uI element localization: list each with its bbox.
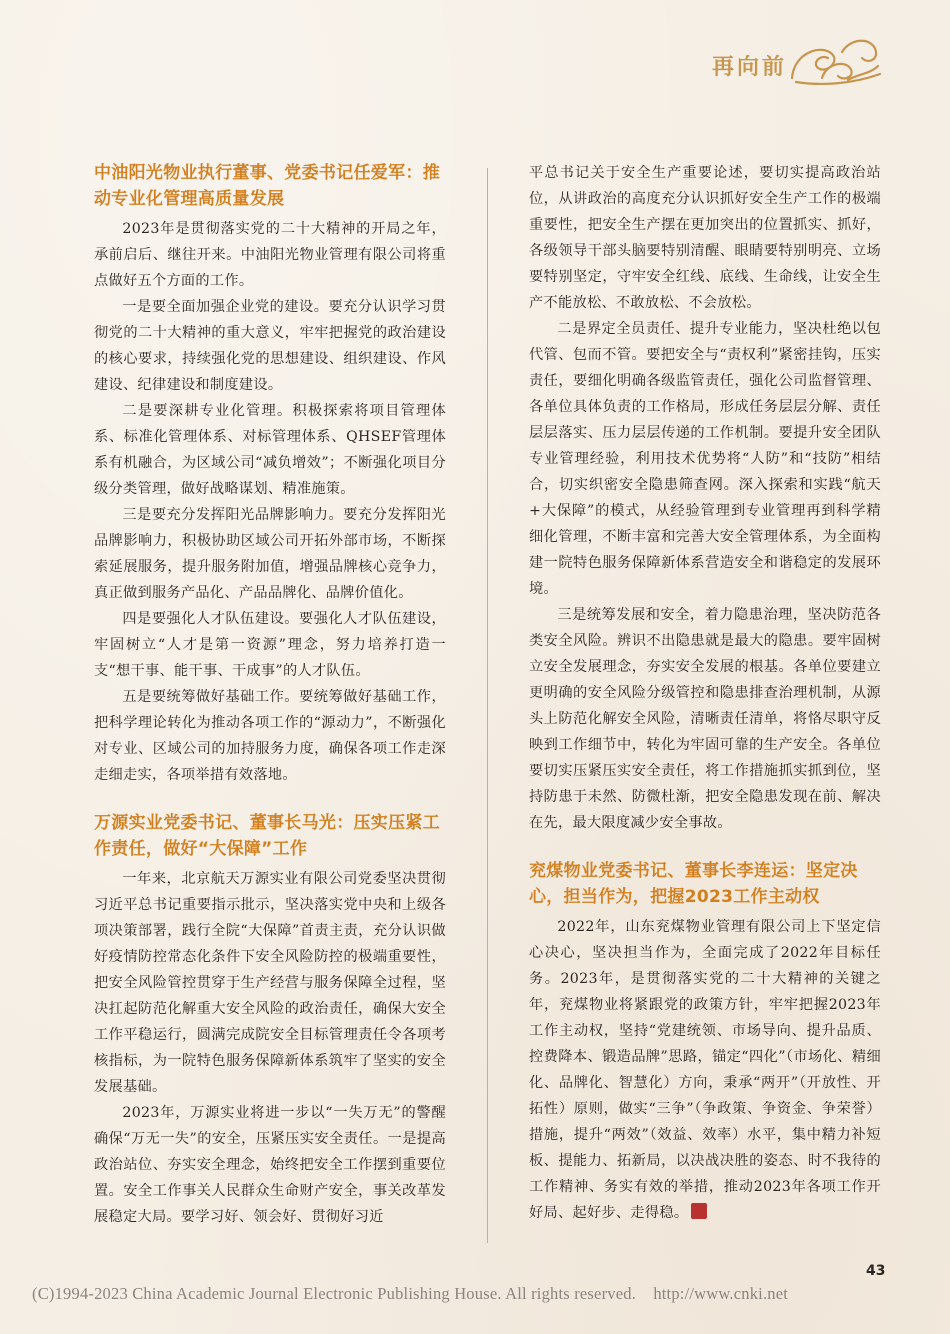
wave-swirl-icon [782,30,882,90]
left-column [94,160,446,1230]
end-of-article-mark-icon [691,1203,707,1219]
paragraph: 一是要全面加强企业党的建设。要充分认识学习贯彻党的二十大精神的重大意义，牢牢把握党的政治建设的核心要求，持续强化党的思想建设、组织建设、作风建设、纪律建设和制度建设。 [94,299,446,393]
section-title-li-lianyun: 兖煤物业党委书记、董事长李连运：坚定决心，担当作为，把握2023工作主动权 [529,861,858,907]
paragraph: 四是要强化人才队伍建设。要强化人才队伍建设，牢固树立“人才是第一资源”理念，努力培养打造一支“想干事、能干事、干成事”的人才队伍。 [94,611,446,679]
paragraph-final [529,914,881,1226]
paragraph: 二是要深耕专业化管理。积极探索将项目管理体系、标准化管理体系、对标管理体系、QHSEF管理体系有机融合，为区域公司“减负增效”；不断强化项目分级分类管理，做好战略谋划、精准施策。 [94,403,446,497]
copyright-notice: (C)1994-2023 China Academic Journal Electronic Publishing House. All rights reserved. http://www.cnki.net [32,1284,789,1303]
paragraph: 2023年是贯彻落实党的二十大精神的开局之年，承前启后、继往开来。中油阳光物业管理有限公司将重点做好五个方面的工作。 [94,221,446,289]
paragraph: 二是界定全员责任、提升专业能力，坚决杜绝以包代管、包而不管。要把安全与“责权利”紧密挂钩，压实责任，要细化明确各级监管责任，强化公司监督管理、各单位具体负责的工作格局，形成任务层层分解、责任层层落实、压力层层传递的工作机制。要提升安全团队专业管理经验，利用技术优势将“人防”和“技防”相结合，切实织密安全隐患筛查网。深入探索和实践“航天+大保障”的模式，从经验管理到专业管理再到科学精细化管理，不断丰富和完善大安全管理体系，为全面构建一院特色服务保障新体系营造安全和谐稳定的发展环境。 [529,321,881,597]
paragraph-continuation: 平总书记关于安全生产重要论述，要切实提高政治站位，从讲政治的高度充分认识抓好安全生产工作的极端重要性，把安全生产摆在更加突出的位置抓实、抓好，各级领导干部头脑要特别清醒、眼睛要特别明亮、立场要特别坚定，守牢安全红线、底线、生命线，让安全生产不能放松、不敢放松、不会放松。 [529,165,881,311]
right-column [529,160,881,1226]
section-title-ma-guang: 万源实业党委书记、董事长马光：压实压紧工作责任，做好“大保障”工作 [94,813,440,859]
paragraph: 三是统筹发展和安全，着力隐患治理，坚决防范各类安全风险。辨识不出隐患就是最大的隐患。要牢固树立安全发展理念，夯实安全发展的根基。各单位要建立更明确的安全风险分级管控和隐患排查治理机制，从源头上防范化解安全风险，清晰责任清单，将恪尽职守反映到工作细节中，转化为牢固可靠的生产安全。各单位要切实压紧压实安全责任，将工作措施抓实抓到位，坚持防患于未然、防微杜渐，把安全隐患发现在前、解决在先，最大限度减少安全事故。 [529,607,881,831]
section-title-ren-aijun: 中油阳光物业执行董事、党委书记任爱军：推动专业化管理高质量发展 [94,163,440,209]
section-gap [94,788,446,810]
paragraph-final-text: 2022年，山东兖煤物业管理有限公司上下坚定信心决心，坚决担当作为，全面完成了2022年目标任务。2023年，是贯彻落实党的二十大精神的关键之年，兖煤物业将紧跟党的政策方针，牢牢把握2023年工作主动权，坚持“党建统领、市场导向、提升品质、控费降本、锻造品牌”思路，锚定“四化”（市场化、精细化、品牌化、智慧化）方向，秉承“两开”（开放性、开拓性）原则，做实“三争”（争政策、争资金、争荣誉）措施，提升“两效”（效益、效率）水平，集中精力补短板、提能力、拓新局，以决战决胜的姿态、时不我待的工作精神、务实有效的举措，推动2023年各项工作开好局、起好步、走得稳。 [529,919,881,1221]
magazine-logo [712,30,882,100]
column-divider [487,168,488,1243]
paragraph: 2023年，万源实业将进一步以“一失万无”的警醒确保“万无一失”的安全，压紧压实安全责任。一是提高政治站位、夯实安全理念，始终把安全工作摆到重要位置。安全工作事关人民群众生命财产安全，事关改革发展稳定大局。要学习好、领会好、贯彻好习近 [94,1105,446,1225]
paragraph: 五是要统筹做好基础工作。要统筹做好基础工作，把科学理论转化为推动各项工作的“源动力”，不断强化对专业、区域公司的加持服务力度，确保各项工作走深走细走实，各项举措有效落地。 [94,689,446,783]
page-number: 43 [866,1263,886,1279]
paragraph: 三是要充分发挥阳光品牌影响力。要充分发挥阳光品牌影响力，积极协助区域公司开拓外部市场，不断探索延展服务，提升服务附加值，增强品牌核心竞争力，真正做到服务产品化、产品品牌化、品牌价值化。 [94,507,446,601]
logo-text: 再向前 [712,54,788,80]
paragraph: 一年来，北京航天万源实业有限公司党委坚决贯彻习近平总书记重要指示批示，坚决落实党中央和上级各项决策部署，践行全院“大保障”首责主责，充分认识做好疫情防控常态化条件下安全风险防控的极端重要性，把安全风险管控贯穿于生产经营与服务保障全过程，坚决扛起防范化解重大安全风险的政治责任，确保大安全工作平稳运行，圆满完成院安全目标管理责任令各项考核指标，为一院特色服务保障新体系筑牢了坚实的安全发展基础。 [94,871,446,1095]
section-gap [529,836,881,858]
